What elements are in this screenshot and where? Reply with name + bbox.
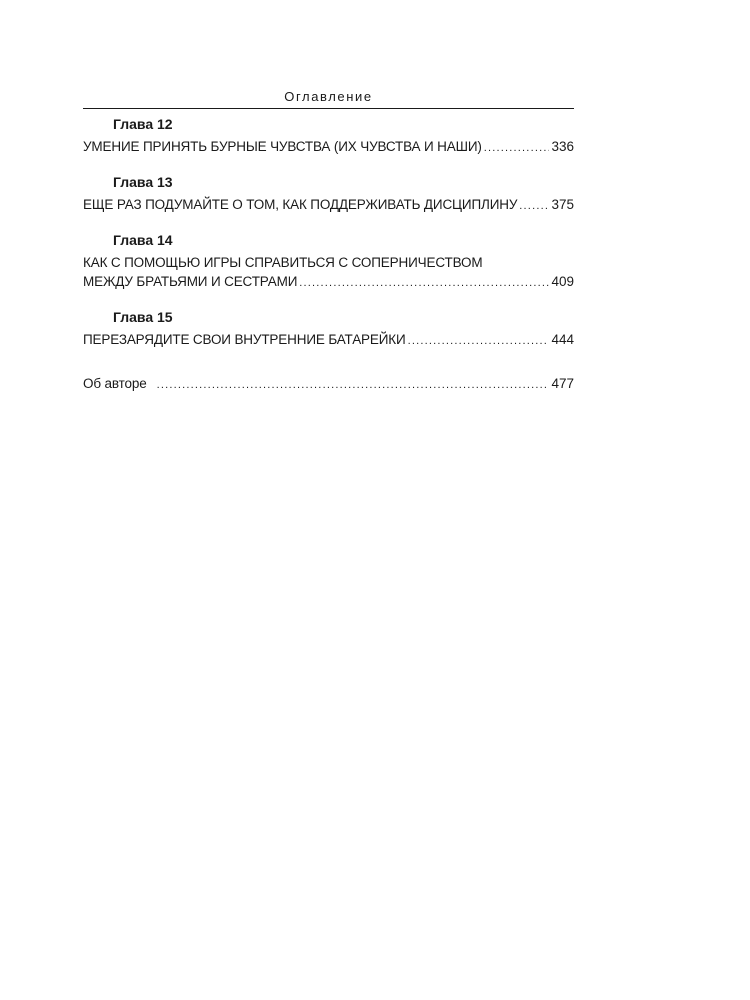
toc-entry-page: 375 <box>551 197 574 212</box>
dot-leader <box>408 332 550 350</box>
toc-entry-page: 409 <box>551 274 574 289</box>
running-head: Оглавление <box>284 89 373 104</box>
toc-entry[interactable] <box>83 331 574 350</box>
toc-entry-title: ПЕРЕЗАРЯДИТЕ СВОИ ВНУТРЕННИЕ БАТАРЕЙКИ <box>83 332 406 347</box>
toc-entry-title-line[interactable]: КАК С ПОМОЩЬЮ ИГРЫ СПРАВИТЬСЯ С СОПЕРНИЧЕСТВОМ <box>83 255 483 270</box>
header-rule <box>83 108 574 109</box>
toc-entry-about-author[interactable] <box>83 375 574 394</box>
dot-leader <box>299 274 549 292</box>
toc-entry-page: 336 <box>551 139 574 154</box>
chapter-heading: Глава 12 <box>113 116 173 132</box>
toc-entry[interactable] <box>83 196 574 215</box>
dot-leader <box>484 139 550 157</box>
toc-entry-page: 444 <box>551 332 574 347</box>
toc-entry-title: УМЕНИЕ ПРИНЯТЬ БУРНЫЕ ЧУВСТВА (ИХ ЧУВСТВА И НАШИ) <box>83 139 482 154</box>
toc-entry-title: ЕЩЕ РАЗ ПОДУМАЙТЕ О ТОМ, КАК ПОДДЕРЖИВАТЬ ДИСЦИПЛИНУ <box>83 197 518 212</box>
chapter-heading: Глава 14 <box>113 232 173 248</box>
toc-entry[interactable] <box>83 138 574 157</box>
toc-entry-title: МЕЖДУ БРАТЬЯМИ И СЕСТРАМИ <box>83 274 298 289</box>
dot-leader <box>519 197 549 215</box>
toc-entry-page: 477 <box>551 376 574 391</box>
chapter-heading: Глава 13 <box>113 174 173 190</box>
chapter-heading: Глава 15 <box>113 309 173 325</box>
toc-entry[interactable] <box>83 273 574 292</box>
toc-entry-title: Об авторе <box>83 376 147 391</box>
dot-leader <box>157 376 550 394</box>
